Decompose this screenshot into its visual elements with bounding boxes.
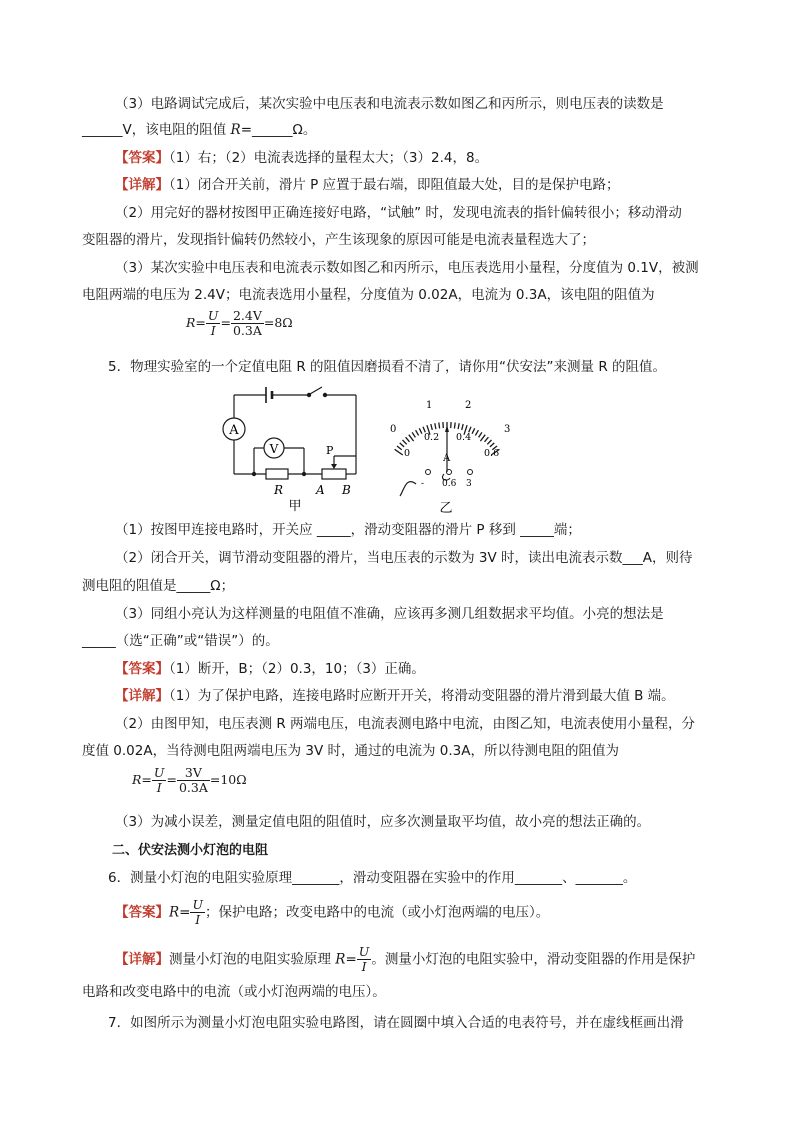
section-title: 二、伏安法测小灯泡的电阻 (112, 843, 269, 858)
dial-tick (397, 446, 402, 450)
q5-detail-2b: 度值 0.02A，当待测电阻两端电压为 3V 时，通过的电流为 0.3A，所以待测电阻的阻值为 (82, 743, 619, 759)
q5-formula: R= $\frac{U}{I}$ = $\frac{3V}{0.3A}$ =10Ω (132, 765, 247, 795)
q4-detail-3b: 电阻两端的电压为 2.4V；电流表选用小量程，分度值为 0.02A，电流为 0.3A，该电阻的阻值为 (82, 287, 655, 303)
q4-part3-line2: ______V，该电阻的阻值 R=______Ω。 (82, 122, 317, 138)
q4-detail-2b: 变阻器的滑片，发现指针偏转仍然较小，产生该现象的原因可能是电流表量程选大了； (82, 232, 595, 248)
dial-tick (475, 430, 478, 435)
slider-label: P (326, 444, 334, 457)
dial-tick (395, 449, 403, 455)
q4-formula: R= $\frac{U}{I}$ = $\frac{2.4V}{0.3A}$ =8Ω (186, 308, 293, 338)
answer-tag: 【答案】 (115, 661, 169, 677)
q4-detail-1: 【详解】（1）闭合开关前，滑片 P 应置于最右端，即阻值最大处，目的是保护电路； (115, 177, 620, 193)
figure-jia-caption: 甲 (288, 499, 302, 514)
q4-detail-3a: （3）某次实验中电压表和电流表示数如图乙和丙所示，电压表选用小量程，分度值为 0.1V，被测 (115, 260, 699, 276)
q6-stem: 6．测量小灯泡的电阻实验原理_______，滑动变阻器在实验中的作用_______、_______。 (108, 870, 637, 886)
q5-sub3a: （3）同组小亮认为这样测量的电阻值不准确，应该再多测几组数据求平均值。小亮的想法是 (115, 606, 664, 622)
dial-tick (403, 440, 407, 444)
ammeter-label: A (229, 423, 239, 438)
terminal-0.6: 0.6 (442, 479, 457, 489)
q4-part3-line1: （3）电路调试完成后，某次实验中电压表和电流表示数如图乙和丙所示，则电压表的读数是 (115, 96, 664, 112)
q6-detail-cont: 电路和改变电路中的电流（或小灯泡两端的电压）。 (82, 984, 386, 1000)
q5-sub2b: 测电阻的阻值是_____Ω； (82, 578, 235, 594)
dial-tick (480, 435, 485, 441)
q4-answer: 【答案】（1）右；（2）电流表选择的量程太大；（3）2.4，8。 (115, 150, 489, 166)
detail-tag: 【详解】 (115, 177, 169, 193)
detail-tag: 【详解】 (115, 951, 169, 968)
q5-answer: 【答案】（1）断开，B；（2）0.3，10；（3）正确。 (115, 661, 425, 677)
q5-sub3b: _____（选“正确”或“错误”）的。 (82, 633, 279, 649)
q5-sub1: （1）按图甲连接电路时，开关应 _____，滑动变阻器的滑片 P 移到 _____端； (115, 522, 581, 538)
dial-tick (431, 424, 433, 430)
scale-bottom-2: 0.4 (456, 432, 472, 443)
terminal-3: 3 (466, 479, 472, 489)
dial-tick (406, 437, 410, 442)
scale-top-0: 0 (390, 424, 397, 435)
terminal-a-label: A (316, 483, 325, 497)
scale-top-1: 1 (426, 400, 433, 411)
q6-detail: 【详解】测量小灯泡的电阻实验原理 R= $\frac{U}{I}$ 。测量小灯泡的电阻实验中，滑动变阻器的作用是保护 (115, 944, 696, 974)
dial-tick (462, 424, 464, 430)
q5-detail-1: 【详解】（1）为了保护电路，连接电路时应断开开关，将滑动变阻器的滑片滑到最大值 B 端。 (115, 688, 675, 704)
dial-tick (487, 440, 491, 444)
dial-tick (409, 435, 414, 441)
scale-bottom-0: 0 (404, 448, 411, 459)
circuit-diagram-jia (218, 384, 368, 514)
dial-tick (454, 423, 455, 429)
dial-unit: A (443, 453, 451, 464)
voltmeter-label: V (269, 442, 279, 456)
scale-bottom-1: 0.2 (424, 432, 440, 443)
q5-detail-3: （3）为减小误差，测量定值电阻的阻值时，应多次测量取平均值，故小亮的想法正确的。 (115, 814, 651, 830)
dial-tick (485, 437, 489, 442)
dial-tick (419, 428, 422, 433)
dial-tick (490, 443, 494, 447)
q5-stem: 5．物理实验室的一个定值电阻 R 的阻值因磨损看不清了，请你用“伏安法”来测量 R 的阻值。 (108, 359, 667, 375)
scale-top-2: 2 (465, 400, 472, 411)
dial-tick (435, 423, 436, 429)
q7-stem: 7．如图所示为测量小灯泡电阻实验电路图，请在圆圈中填入合适的电表符号，并在虚线框画出滑 (108, 1015, 684, 1031)
terminal-b-label: B (342, 483, 351, 497)
resistor-label: R (274, 483, 284, 497)
q4-detail-2a: （2）用完好的器材按图甲正确连接好电路，“试触” 时，发现电流表的指针偏转很小；移动滑动 (115, 205, 682, 221)
figure-yi-caption: 乙 (439, 501, 453, 516)
dial-tick (479, 432, 482, 437)
answer-tag: 【答案】 (115, 904, 169, 921)
q5-sub2a: （2）闭合开关，调节滑动变阻器的滑片，当电压表的示数为 3V 时，读出电流表示数___A，则待 (115, 550, 693, 566)
dial-tick (416, 430, 419, 435)
terminal-minus: - (421, 479, 425, 489)
q5-detail-2a: （2）由图甲知，电压表测 R 两端电压，电流表测电路中电流，由图乙知，电流表使用小量程，分 (115, 716, 696, 732)
q6-answer: 【答案】R= $\frac{U}{I}$ ；保护电路；改变电路中的电流（或小灯泡两端的电压）。 (115, 897, 550, 927)
ammeter-dial-yi (376, 394, 520, 518)
dial-tick (400, 443, 404, 447)
answer-tag: 【答案】 (115, 150, 169, 166)
dial-tick (439, 423, 440, 429)
scale-top-3: 3 (504, 424, 511, 435)
dial-tick (472, 428, 475, 433)
dial-tick (412, 432, 415, 437)
detail-tag: 【详解】 (115, 688, 169, 704)
dial-tick (458, 423, 459, 429)
scale-bottom-3: 0.6 (484, 448, 500, 459)
